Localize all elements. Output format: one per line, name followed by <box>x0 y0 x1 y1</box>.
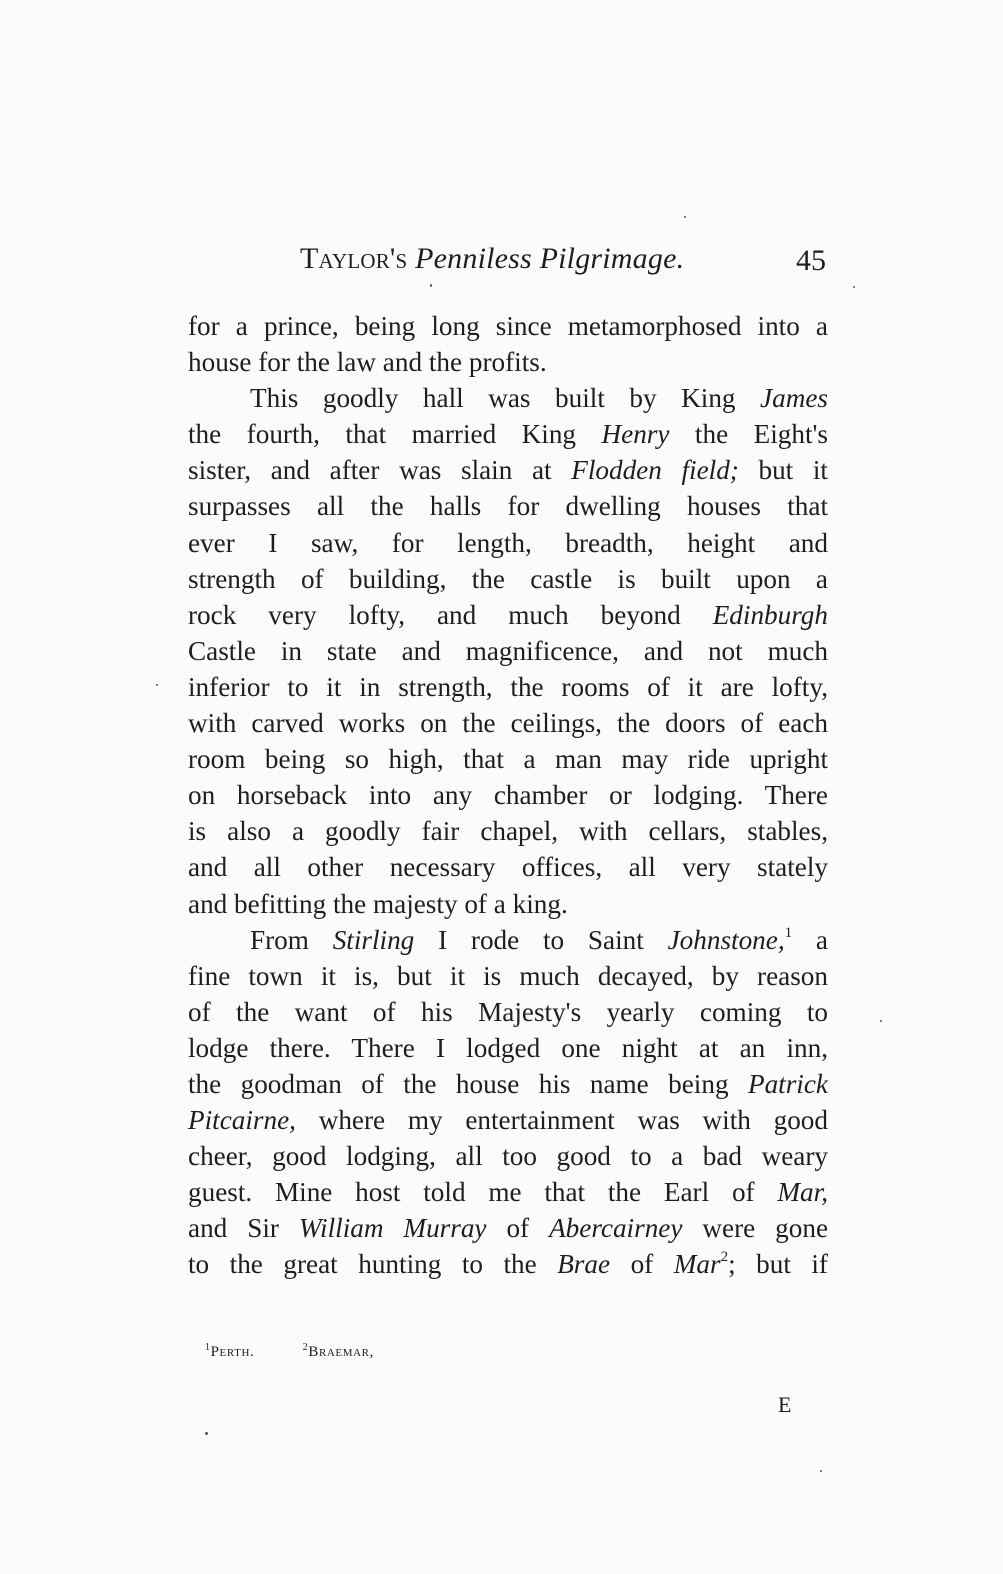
line-text: guest. Mine host told me that the Earl of <box>188 1177 778 1208</box>
scan-speck <box>853 286 855 288</box>
line-text: were gone <box>682 1213 829 1244</box>
line-text: for a prince, being long since metamorphosed into a <box>188 311 828 341</box>
text-line <box>188 344 828 380</box>
text-line <box>188 597 828 633</box>
text-line <box>188 1174 828 1210</box>
text-line <box>188 452 828 488</box>
footnote-marker: 1 <box>205 1342 211 1353</box>
text-line <box>188 1246 828 1282</box>
text-line <box>188 525 828 561</box>
line-text: on horseback into any chamber or lodging. There <box>188 780 828 811</box>
italic-text: Johnstone, <box>667 924 785 955</box>
footnote-2 <box>303 1344 374 1360</box>
scan-speck <box>430 284 432 287</box>
italic-text: William Murray <box>298 1213 487 1244</box>
italic-text: Edinburgh <box>712 599 828 630</box>
line-text: inferior to it in strength, the rooms of it are lofty, <box>188 671 828 702</box>
footnote-reference: 2 <box>720 1249 729 1266</box>
italic-text: Flodden field; <box>571 455 739 486</box>
line-text: the fourth, that married King <box>188 419 602 450</box>
line-text: Castle in state and magnificence, and not much <box>188 635 828 666</box>
italic-text: Abercairney <box>549 1213 683 1244</box>
footnote-reference: 1 <box>784 924 793 941</box>
line-text: cheer, good lodging, all too good to a bad weary <box>188 1141 828 1172</box>
line-text: I rode to Saint <box>414 924 668 955</box>
line-text: From <box>250 924 333 955</box>
page-number: 45 <box>796 244 826 277</box>
text-line <box>188 922 828 958</box>
text-line <box>188 561 828 597</box>
text-line <box>188 633 828 669</box>
line-text: to the great hunting to the <box>188 1249 558 1280</box>
text-line <box>188 669 828 705</box>
line-text: a <box>792 924 828 955</box>
scan-speck <box>684 216 686 218</box>
scan-speck <box>156 684 158 686</box>
text-line <box>188 994 828 1030</box>
italic-text: Henry <box>601 419 670 450</box>
footnote-marker: 2 <box>302 1342 309 1353</box>
header-book-title: Penniless Pilgrimage. <box>415 242 685 275</box>
line-text: of the want of his Majesty's yearly coming to <box>188 996 828 1027</box>
line-text: surpasses all the halls for dwelling houses that <box>188 491 828 522</box>
text-line <box>188 1210 828 1246</box>
line-text: ; but if <box>728 1249 828 1280</box>
line-text: of <box>486 1213 550 1244</box>
line-text: strength of building, the castle is built upon a <box>188 563 828 594</box>
line-text: and Sir <box>188 1213 299 1244</box>
text-line <box>188 1138 828 1174</box>
italic-text: Mar <box>673 1249 721 1280</box>
line-text: where my entertainment was with good <box>295 1105 828 1136</box>
italic-text: James <box>760 383 828 414</box>
line-text: fine town it is, but it is much decayed, by reason <box>188 960 828 991</box>
text-line <box>188 1066 828 1102</box>
italic-text: Pitcairne, <box>188 1105 296 1136</box>
line-text: is also a goodly fair chapel, with cellars, stables, <box>188 816 828 847</box>
line-text: house for the law and the profits. <box>188 347 547 378</box>
footnote-text: Perth. <box>210 1344 255 1360</box>
footnote-text: Braemar, <box>308 1344 374 1360</box>
line-text: but it <box>738 455 828 486</box>
text-line <box>188 1030 828 1066</box>
text-line <box>188 849 828 885</box>
italic-text: Mar, <box>777 1177 828 1208</box>
header-author: Taylor's <box>300 242 408 275</box>
body-text <box>188 308 828 1283</box>
text-line <box>188 813 828 849</box>
scan-speck <box>880 1020 882 1022</box>
line-text: This goodly hall was built by King <box>250 383 761 414</box>
text-line <box>188 886 828 922</box>
text-line <box>188 777 828 813</box>
footnote-1 <box>205 1344 254 1360</box>
line-text: the Eight's <box>669 419 828 450</box>
line-text: lodge there. There I lodged one night at an inn, <box>188 1032 828 1063</box>
signature-mark: E <box>778 1392 792 1417</box>
line-text: with carved works on the ceilings, the doors of each <box>188 708 828 739</box>
footnotes <box>205 1344 418 1361</box>
line-text: of <box>610 1249 674 1280</box>
line-text: room being so high, that a man may ride upright <box>188 744 828 775</box>
text-line <box>188 380 828 416</box>
running-header <box>300 238 840 278</box>
running-head-title <box>300 242 684 276</box>
line-text: and befitting the majesty of a king. <box>188 888 568 919</box>
text-line <box>188 416 828 452</box>
italic-text: Patrick <box>747 1068 828 1099</box>
text-line <box>188 1102 828 1138</box>
text-line <box>188 958 828 994</box>
line-text: the goodman of the house his name being <box>188 1068 748 1099</box>
text-line <box>188 741 828 777</box>
text-line <box>188 705 828 741</box>
scan-speck <box>205 1432 208 1435</box>
text-line <box>188 488 828 524</box>
italic-text: Stirling <box>332 924 415 955</box>
line-text: ever I saw, for length, breadth, height and <box>188 527 828 558</box>
line-text: sister, and after was slain at <box>188 455 572 486</box>
line-text: and all other necessary offices, all very stately <box>188 852 828 883</box>
line-text: rock very lofty, and much beyond <box>188 599 713 630</box>
text-line <box>188 308 828 344</box>
scan-speck <box>820 1470 822 1472</box>
italic-text: Brae <box>557 1249 611 1280</box>
